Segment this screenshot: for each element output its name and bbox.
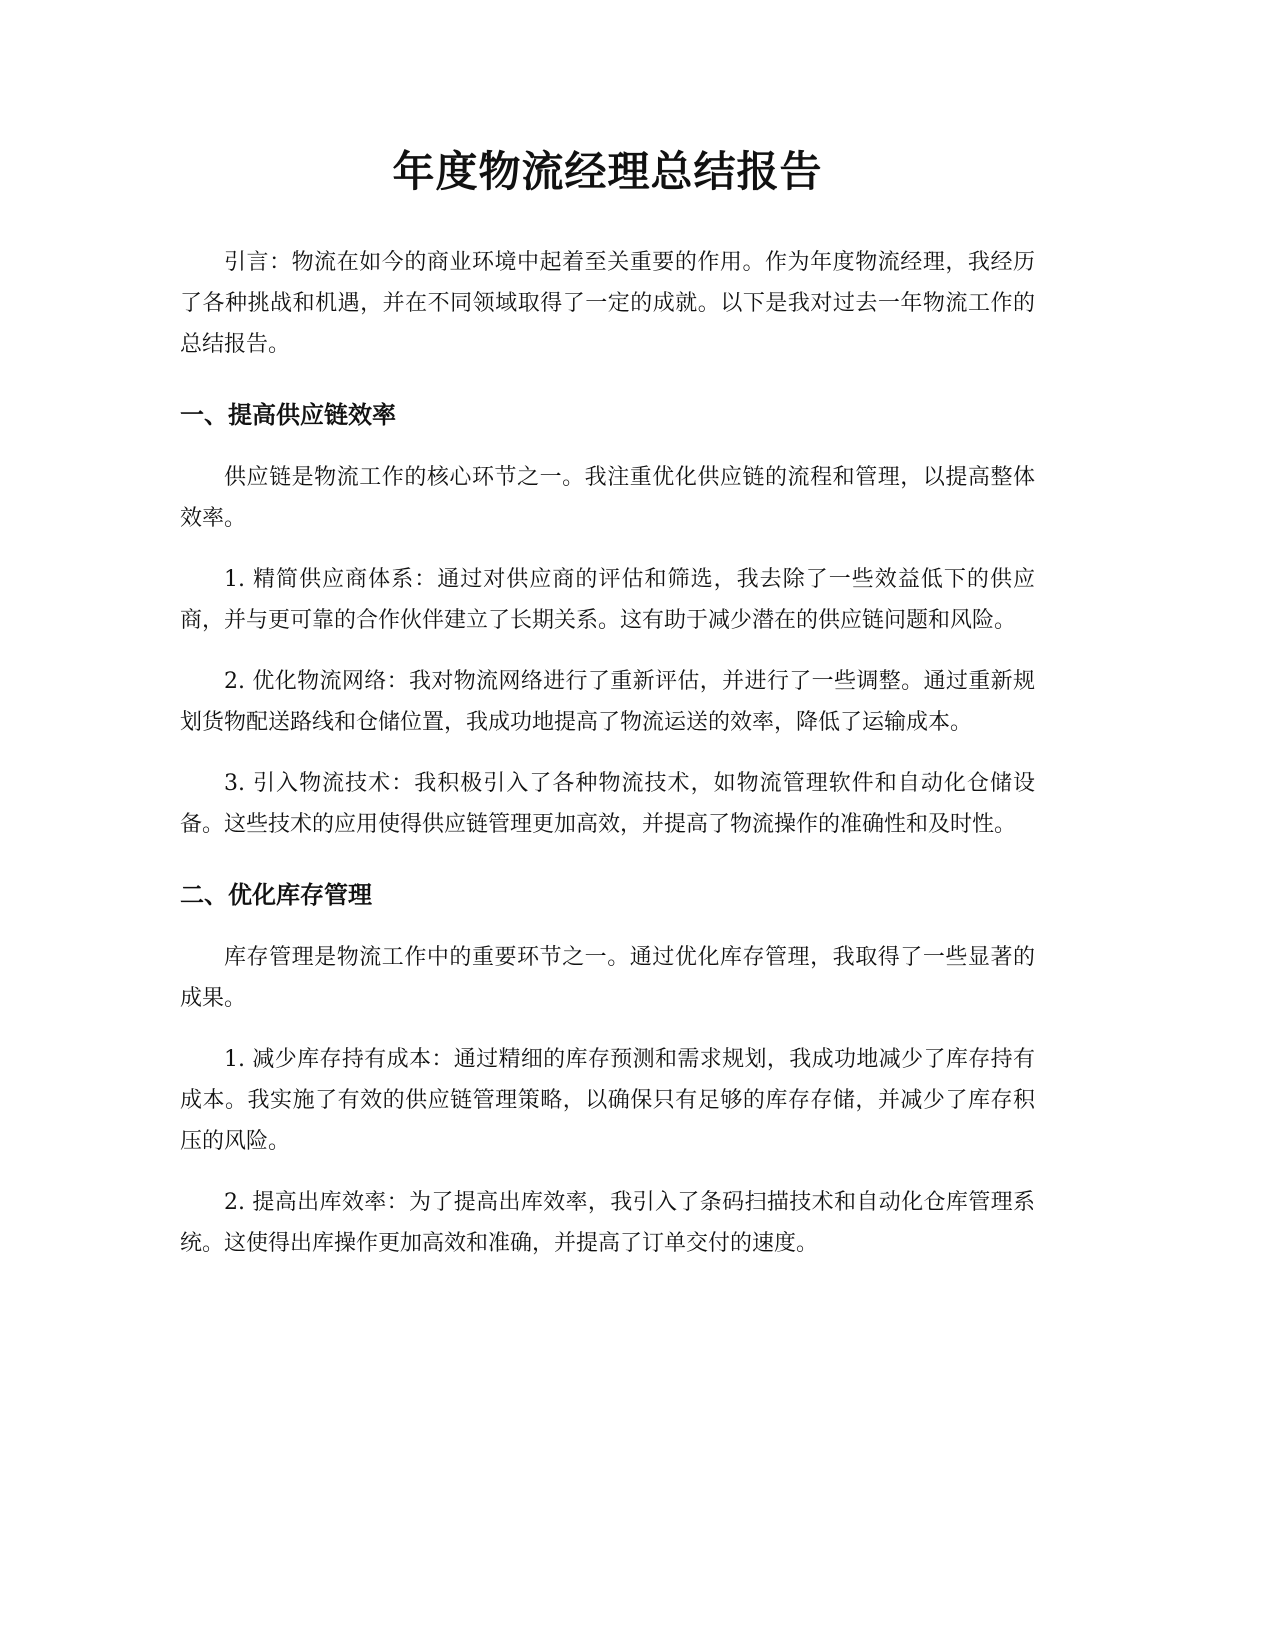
section-2-paragraph-overview: 库存管理是物流工作中的重要环节之一。通过优化库存管理，我取得了一些显著的成果。 (180, 945, 1035, 1011)
section-2-paragraph-outbound: 2. 提高出库效率：为了提高出库效率，我引入了条码扫描技术和自动化仓库管理系统。这使得出库操作更加高效和准确，并提高了订单交付的速度。 (180, 1190, 1035, 1256)
section-1-paragraph-overview: 供应链是物流工作的核心环节之一。我注重优化供应链的流程和管理，以提高整体效率。 (180, 465, 1035, 531)
section-heading-supply-chain: 一、提高供应链效率 (180, 401, 396, 429)
document-page (180, 130, 1035, 1284)
section-2-paragraph-holding-cost: 1. 减少库存持有成本：通过精细的库存预测和需求规划，我成功地减少了库存持有成本。我实施了有效的供应链管理策略，以确保只有足够的库存存储，并减少了库存积压的风险。 (180, 1047, 1035, 1154)
document-title: 年度物流经理总结报告 (392, 147, 823, 196)
section-heading-inventory: 二、优化库存管理 (180, 881, 372, 909)
section-1-paragraph-technology: 3. 引入物流技术：我积极引入了各种物流技术，如物流管理软件和自动化仓储设备。这些技术的应用使得供应链管理更加高效，并提高了物流操作的准确性和及时性。 (180, 771, 1035, 837)
section-1-paragraph-network: 2. 优化物流网络：我对物流网络进行了重新评估，并进行了一些调整。通过重新规划货物配送路线和仓储位置，我成功地提高了物流运送的效率，降低了运输成本。 (180, 669, 1035, 735)
intro-paragraph: 引言：物流在如今的商业环境中起着至关重要的作用。作为年度物流经理，我经历了各种挑战和机遇，并在不同领域取得了一定的成就。以下是我对过去一年物流工作的总结报告。 (180, 250, 1035, 357)
section-1-paragraph-suppliers: 1. 精简供应商体系：通过对供应商的评估和筛选，我去除了一些效益低下的供应商，并与更可靠的合作伙伴建立了长期关系。这有助于减少潜在的供应链问题和风险。 (180, 567, 1035, 633)
